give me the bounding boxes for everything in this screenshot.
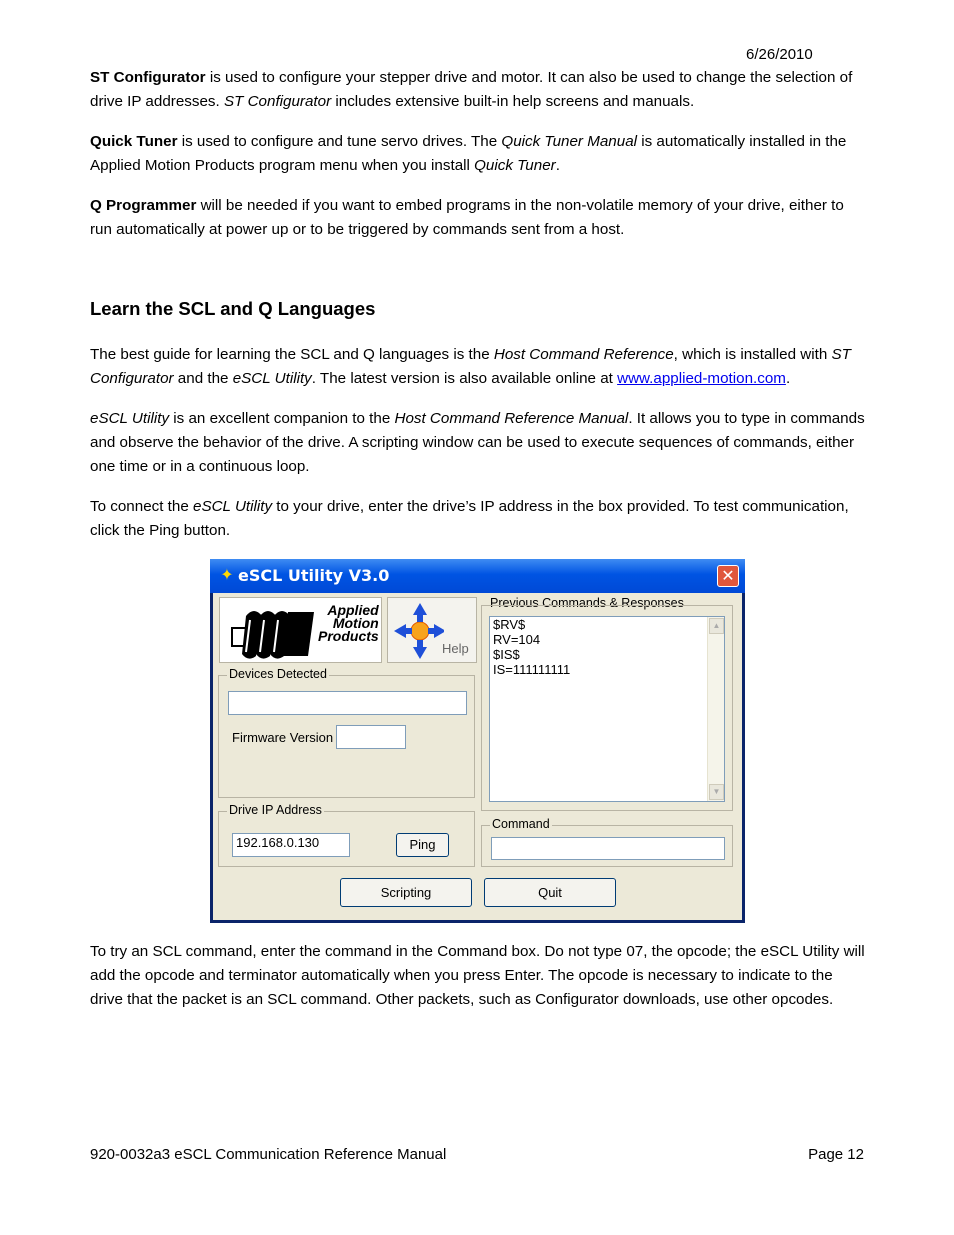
scripting-button[interactable]: Scripting bbox=[340, 878, 472, 907]
escl-utility-window bbox=[210, 559, 745, 923]
app-icon: ✦ bbox=[220, 567, 234, 584]
escl-utility-paragraph: eSCL Utility is an excellent companion to the Host Command Reference Manual. It allows you to type in commands and observe the behavior of the drive. A scripting window can be used to execute sequences of commands, either one time or in a continuous loop. bbox=[90, 410, 865, 475]
list-item: RV=104 bbox=[493, 632, 541, 647]
help-arrows-icon bbox=[394, 601, 444, 661]
help-label: Help bbox=[442, 641, 469, 656]
firmware-version-label: Firmware Version bbox=[232, 730, 334, 745]
st-configurator-paragraph: ST Configurator is used to configure your stepper drive and motor. It can also be used to change the selection of drive IP addresses. ST Configurator includes extensive built-in help screens and manuals. bbox=[90, 69, 853, 110]
scroll-down-icon[interactable]: ▼ bbox=[709, 784, 724, 800]
firmware-version-field bbox=[336, 725, 406, 749]
command-group bbox=[481, 817, 733, 867]
window-title: eSCL Utility V3.0 bbox=[238, 566, 390, 585]
drive-ip-label: Drive IP Address bbox=[229, 803, 322, 817]
try-command-paragraph: To try an SCL command, enter the command in the Command box. Do not type 07, the opcode; the eSCL Utility will add the opcode and terminator automatically when you press Enter. The opcode is necessary to indicate to the drive that the packet is an SCL command. Other packets, such as Configurator downloads, use other opcodes. bbox=[90, 943, 865, 1008]
title-bar bbox=[210, 559, 745, 593]
command-label: Command bbox=[492, 817, 550, 831]
vertical-scrollbar[interactable] bbox=[707, 617, 724, 801]
list-item: $IS$ bbox=[493, 647, 520, 662]
close-button[interactable]: ✕ bbox=[717, 565, 739, 587]
logo-text: Applied Motion Products bbox=[318, 602, 379, 644]
quick-tuner-paragraph: Quick Tuner is used to configure and tune servo drives. The Quick Tuner Manual is automatically installed in the Applied Motion Products program menu when you install Quick Tuner. bbox=[90, 133, 847, 174]
devices-detected-group bbox=[218, 667, 475, 798]
devices-detected-label: Devices Detected bbox=[229, 667, 327, 681]
devices-detected-field[interactable] bbox=[228, 691, 467, 715]
drive-ip-input[interactable]: 192.168.0.130 bbox=[232, 833, 350, 857]
best-guide-paragraph: The best guide for learning the SCL and Q languages is the Host Command Reference, which is installed with ST Configurator and the eSCL Utility. The latest version is also available online at www.applied-motion.com. bbox=[90, 346, 851, 387]
previous-commands-list[interactable] bbox=[489, 616, 725, 802]
quit-button[interactable]: Quit bbox=[484, 878, 616, 907]
list-item: IS=111111111 bbox=[493, 662, 571, 677]
section-heading: Learn the SCL and Q Languages bbox=[90, 298, 376, 319]
window-client bbox=[213, 593, 742, 920]
help-button[interactable] bbox=[387, 597, 477, 663]
scroll-up-icon[interactable]: ▲ bbox=[709, 618, 724, 634]
footer-manual-title: 920-0032a3 eSCL Communication Reference Manual bbox=[90, 1146, 447, 1163]
footer-page-number: Page 12 bbox=[808, 1146, 864, 1163]
previous-commands-label: Previous Commands & Responses bbox=[490, 596, 684, 610]
connect-paragraph: To connect the eSCL Utility to your drive, enter the drive’s IP address in the box provided. To test communication, click the Ping button. bbox=[90, 498, 849, 539]
q-programmer-paragraph: Q Programmer will be needed if you want to embed programs in the non-volatile memory of your drive, either to run automatically at power up or to be triggered by commands sent from a host. bbox=[90, 197, 844, 238]
list-item: $RV$ bbox=[493, 617, 526, 632]
page-date: 6/26/2010 bbox=[746, 46, 813, 63]
coil-logo-icon bbox=[226, 602, 316, 662]
ping-button[interactable]: Ping bbox=[396, 833, 449, 857]
command-input[interactable] bbox=[491, 837, 725, 860]
drive-ip-group bbox=[218, 803, 475, 867]
website-link[interactable]: www.applied-motion.com bbox=[617, 370, 786, 387]
applied-motion-logo bbox=[219, 597, 382, 663]
